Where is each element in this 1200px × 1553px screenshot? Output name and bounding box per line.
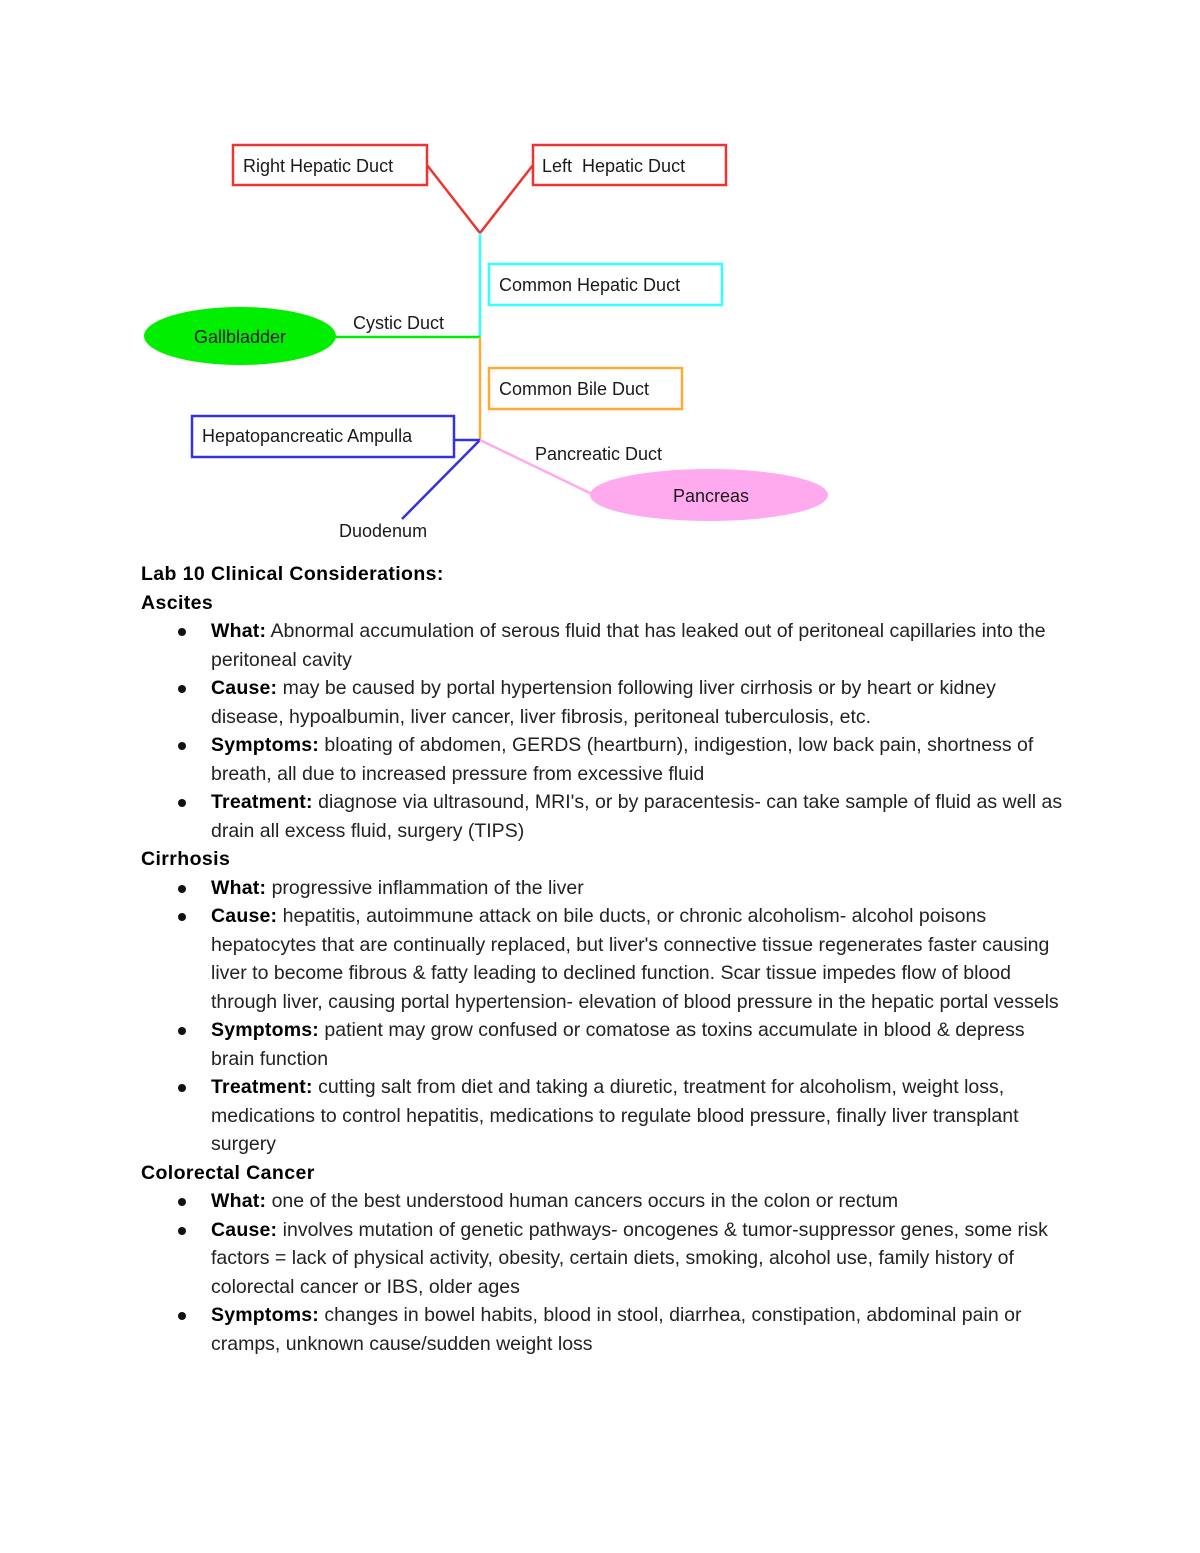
bullet-icon bbox=[178, 1312, 186, 1320]
item-text: patient may grow confused or comatose as toxins accumulate in blood & depress brain function bbox=[211, 1019, 1025, 1070]
bullet-icon bbox=[178, 913, 186, 921]
item-label: Treatment: bbox=[211, 1076, 313, 1098]
bullet-icon bbox=[178, 1027, 186, 1035]
item-label: Cause: bbox=[211, 677, 278, 699]
list-item bbox=[141, 1073, 1071, 1159]
right-hepatic-duct-label: Right Hepatic Duct bbox=[243, 156, 394, 176]
pancreatic-duct-label: Pancreatic Duct bbox=[535, 444, 663, 464]
list-item bbox=[141, 674, 1071, 731]
common-bile-duct-label: Common Bile Duct bbox=[499, 379, 650, 399]
duodenum-label: Duodenum bbox=[339, 521, 428, 541]
item-label: What: bbox=[211, 1190, 267, 1212]
section-list bbox=[141, 874, 1071, 1159]
clinical-notes bbox=[141, 560, 1071, 1358]
sections-container bbox=[141, 589, 1071, 1359]
item-text: bloating of abdomen, GERDS (heartburn), indigestion, low back pain, shortness of breath, all due to increased pressure from excessive fluid bbox=[211, 734, 1034, 785]
bullet-icon bbox=[178, 1084, 186, 1092]
item-label: Symptoms: bbox=[211, 1304, 319, 1326]
section-list bbox=[141, 617, 1071, 845]
list-item bbox=[141, 874, 1071, 903]
left-hepatic-duct-line bbox=[480, 165, 533, 233]
item-text: diagnose via ultrasound, MRI's, or by paracentesis- can take sample of fluid as well as drain all excess fluid, surgery (TIPS) bbox=[211, 791, 1063, 842]
item-text: may be caused by portal hypertension following liver cirrhosis or by heart or kidney disease, hypoalbumin, liver cancer, liver fibrosis, peritoneal tuberculosis, etc. bbox=[211, 677, 996, 728]
list-item bbox=[141, 788, 1071, 845]
hepatopancreatic-ampulla-label: Hepatopancreatic Ampulla bbox=[202, 426, 413, 446]
item-text: involves mutation of genetic pathways- oncogenes & tumor-suppressor genes, some risk factors = lack of physical activity, obesity, certain diets, smoking, alcohol use, family history of colorectal cancer or IBS, older ages bbox=[211, 1218, 1048, 1298]
item-label: Symptoms: bbox=[211, 1019, 319, 1041]
item-text: changes in bowel habits, blood in stool, diarrhea, constipation, abdominal pain or cramps, unknown cause/sudden weight loss bbox=[211, 1304, 1022, 1355]
item-text: one of the best understood human cancers occurs in the colon or rectum bbox=[266, 1190, 899, 1212]
cystic-duct-label: Cystic Duct bbox=[353, 313, 445, 333]
biliary-duct-diagram bbox=[0, 0, 1200, 555]
list-item bbox=[141, 1216, 1071, 1302]
list-item bbox=[141, 1301, 1071, 1358]
bullet-icon bbox=[178, 1227, 186, 1235]
bullet-icon bbox=[178, 1198, 186, 1206]
list-item bbox=[141, 1187, 1071, 1216]
item-label: What: bbox=[211, 876, 267, 899]
bullet-icon bbox=[178, 885, 186, 893]
section-list bbox=[141, 1187, 1071, 1358]
bullet-icon bbox=[178, 628, 186, 636]
item-text: progressive inflammation of the liver bbox=[266, 876, 584, 899]
list-item bbox=[141, 731, 1071, 788]
section-title: Colorectal Cancer bbox=[141, 1161, 315, 1184]
bullet-icon bbox=[178, 799, 186, 807]
right-hepatic-duct-line bbox=[427, 165, 480, 233]
item-label: Cause: bbox=[211, 1218, 278, 1241]
common-hepatic-duct-label: Common Hepatic Duct bbox=[499, 275, 681, 295]
bullet-icon bbox=[178, 742, 186, 750]
list-item bbox=[141, 1016, 1071, 1073]
list-item bbox=[141, 617, 1071, 674]
item-label: Symptoms: bbox=[211, 734, 319, 756]
section-title: Cirrhosis bbox=[141, 848, 231, 870]
gallbladder-label: Gallbladder bbox=[193, 327, 287, 347]
section-title: Ascites bbox=[141, 591, 214, 614]
item-text: cutting salt from diet and taking a diuretic, treatment for alcoholism, weight loss, medications to control hepatitis, medications to regulate blood pressure, finally liver transplant surgery bbox=[211, 1076, 1019, 1155]
pancreas-label: Pancreas bbox=[672, 486, 750, 506]
doc-title: Lab 10 Clinical Considerations: bbox=[141, 563, 444, 585]
left-hepatic-duct-label: Left Hepatic Duct bbox=[542, 156, 686, 176]
item-label: Treatment: bbox=[211, 791, 313, 813]
item-text: hepatitis, autoimmune attack on bile ducts, or chronic alcoholism- alcohol poisons hepatocytes that are continually replaced, but liver's connective tissue regenerates faster causing liver to become fibrous & fatty leading to declined function. Scar tissue impedes flow of blood through liver, causing portal hypertension- elevation of blood pressure in the hepatic portal vessels bbox=[211, 905, 1059, 1013]
item-text: Abnormal accumulation of serous fluid that has leaked out of peritoneal capillaries into the peritoneal cavity bbox=[211, 620, 1046, 671]
list-item bbox=[141, 902, 1071, 1016]
item-label: What: bbox=[211, 620, 267, 642]
bullet-icon bbox=[178, 685, 186, 693]
item-label: Cause: bbox=[211, 905, 278, 927]
